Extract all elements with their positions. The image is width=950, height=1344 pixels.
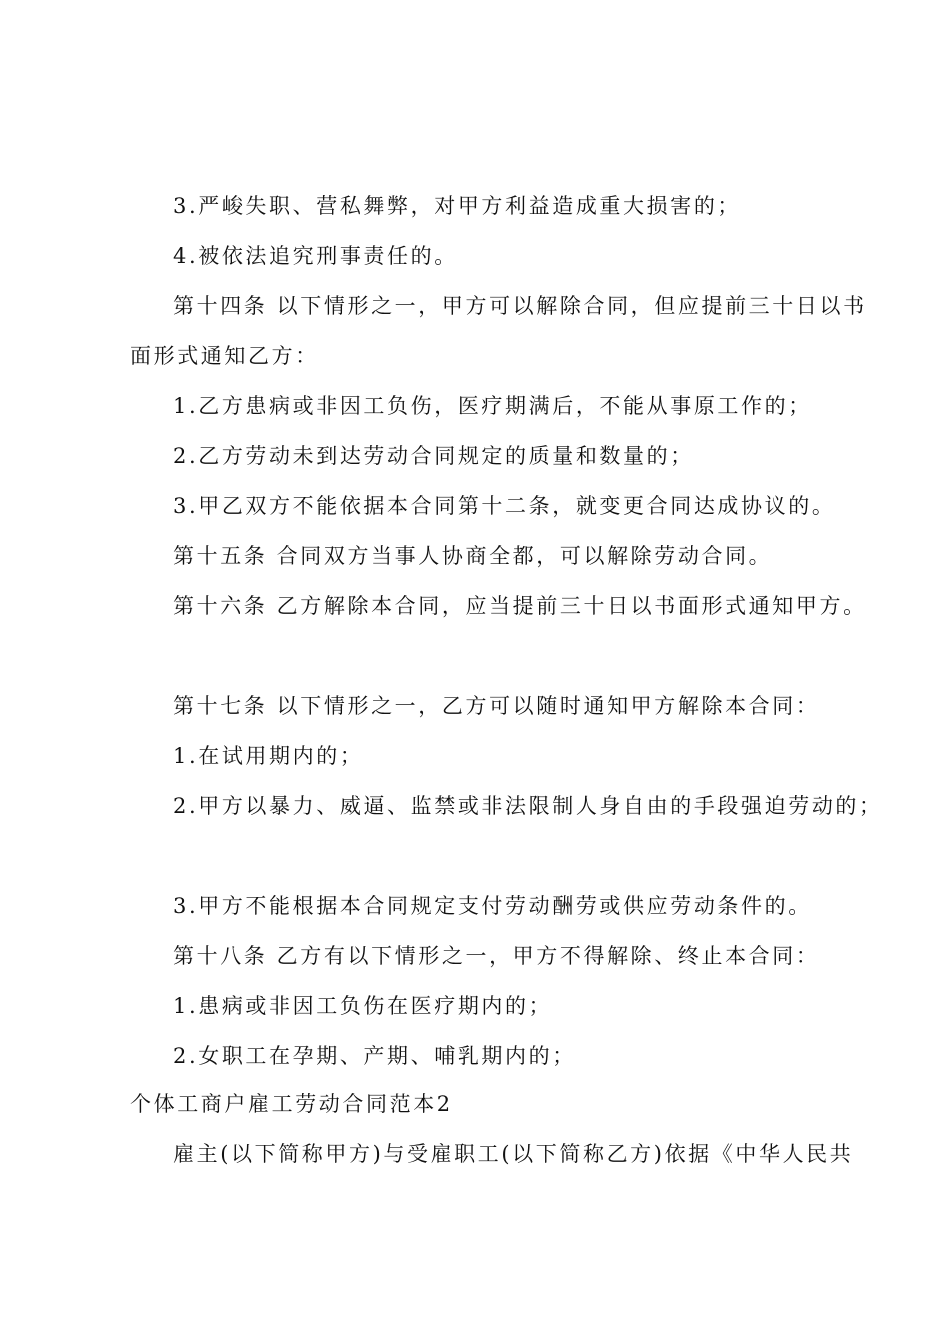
clause-14-item-1: 1.乙方患病或非因工负伤，医疗期满后，不能从事原工作的； [173, 394, 812, 418]
intro-paragraph: 雇主(以下简称甲方)与受雇职工(以下简称乙方)依据《中华人民共 [173, 1142, 854, 1166]
clause-15: 第十五条 合同双方当事人协商全都，可以解除劳动合同。 [173, 544, 773, 568]
clause-14-continuation: 面形式通知乙方： [130, 344, 319, 368]
clause-14-item-3: 3.甲乙双方不能依据本合同第十二条，就变更合同达成协议的。 [173, 494, 836, 518]
clause-14-item-2: 2.乙方劳动未到达劳动合同规定的质量和数量的； [173, 444, 694, 468]
clause-18-heading: 第十八条 乙方有以下情形之一，甲方不得解除、终止本合同： [173, 944, 820, 968]
clause-13-item-3: 3.严峻失职、营私舞弊，对甲方利益造成重大损害的； [173, 194, 742, 218]
clause-17-heading: 第十七条 以下情形之一，乙方可以随时通知甲方解除本合同： [173, 694, 820, 718]
clause-17-item-1: 1.在试用期内的； [173, 744, 364, 768]
clause-16: 第十六条 乙方解除本合同，应当提前三十日以书面形式通知甲方。 [173, 594, 867, 618]
clause-13-item-4: 4.被依法追究刑事责任的。 [173, 244, 458, 268]
clause-14-heading: 第十四条 以下情形之一，甲方可以解除合同，但应提前三十日以书 [173, 294, 867, 318]
clause-17-item-3: 3.甲方不能根据本合同规定支付劳动酬劳或供应劳动条件的。 [173, 894, 812, 918]
clause-18-item-1: 1.患病或非因工负伤在医疗期内的； [173, 994, 553, 1018]
clause-17-item-2: 2.甲方以暴力、威逼、监禁或非法限制人身自由的手段强迫劳动的； [173, 794, 883, 818]
clause-18-item-2: 2.女职工在孕期、产期、哺乳期内的； [173, 1044, 576, 1068]
section-title: 个体工商户雇工劳动合同范本2 [130, 1092, 453, 1116]
